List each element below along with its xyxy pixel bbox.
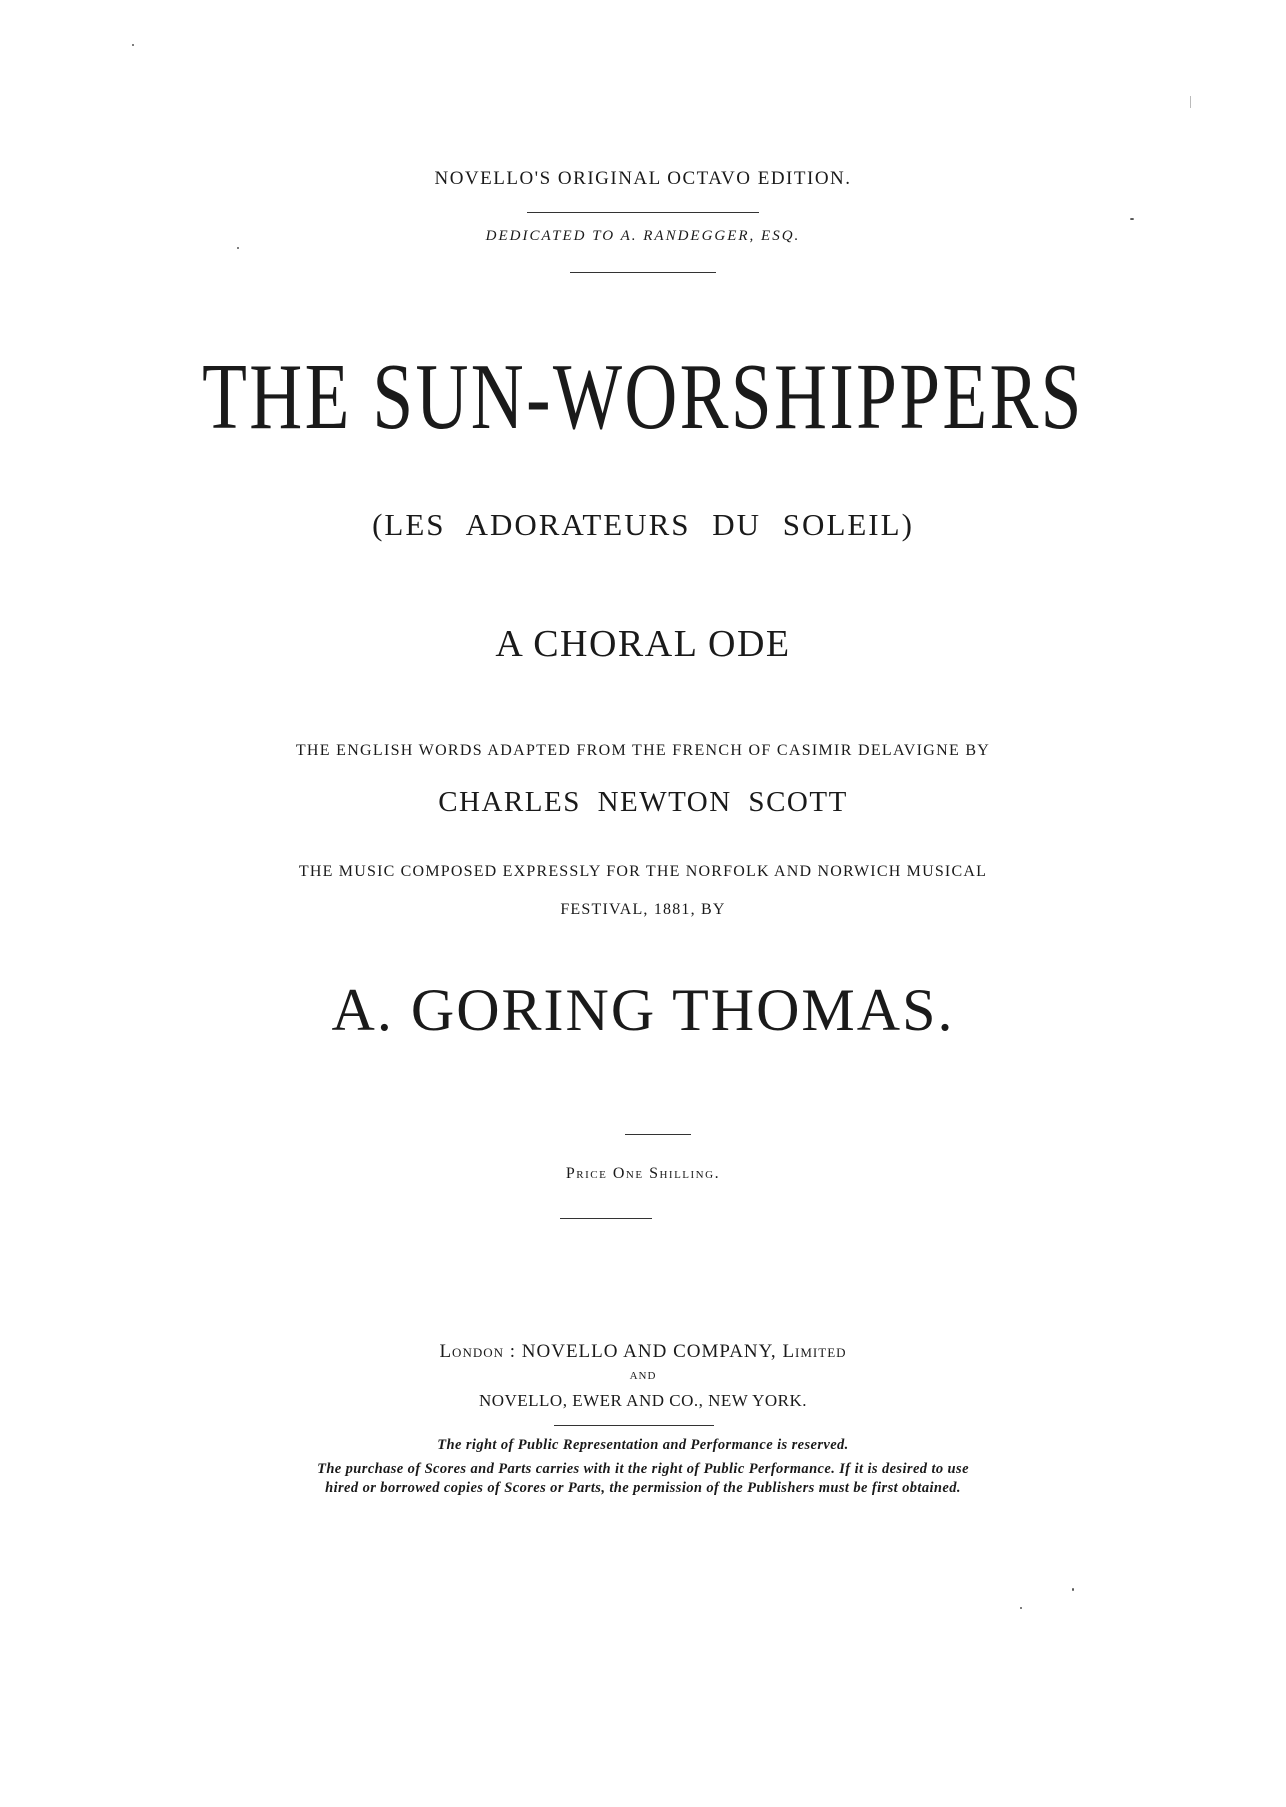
publisher-rule [554,1425,714,1426]
publisher-limited: Limited [782,1341,847,1362]
work-genre: A CHORAL ODE [495,623,791,665]
scan-speck [132,44,134,46]
dedication-rule [570,272,716,273]
price-rule-bottom [560,1218,652,1219]
publisher-city: London [439,1341,504,1362]
music-credit-line-2: FESTIVAL, 1881, BY [560,901,726,918]
publisher-line [0,1341,1286,1363]
scan-speck [1130,218,1134,220]
scan-speck [1020,1607,1022,1609]
scan-speck [1072,1588,1074,1591]
composer-name: A. GORING THOMAS. [331,977,955,1043]
rights-notice-line-2: The purchase of Scores and Parts carries with it the right of Public Performance. If it is desired to use [317,1461,969,1477]
price-rule-top [625,1134,691,1135]
rights-notice-line-1: The right of Public Representation and Performance is reserved. [437,1437,849,1453]
work-subtitle: (LES ADORATEURS DU SOLEIL) [372,507,914,542]
publisher-separator: : [504,1341,522,1362]
edition-rule [527,212,759,213]
publisher-and: AND [629,1370,657,1382]
scan-speck [237,247,239,249]
dedication-line: DEDICATED TO A. RANDEGGER, ESQ. [485,228,801,244]
scan-speck [1190,96,1191,108]
price-line: Price One Shilling. [565,1165,721,1182]
publisher-company: NOVELLO AND COMPANY, [521,1341,783,1362]
words-credit: THE ENGLISH WORDS ADAPTED FROM THE FRENCH OF CASIMIR DELAVIGNE BY [295,742,991,759]
music-credit-line-1: THE MUSIC COMPOSED EXPRESSLY FOR THE NORFOLK AND NORWICH MUSICAL [298,863,988,880]
publisher-second: NOVELLO, EWER AND CO., NEW YORK. [478,1391,808,1410]
work-title: THE SUN-WORSHIPPERS [202,345,1084,449]
edition-line: NOVELLO'S ORIGINAL OCTAVO EDITION. [434,168,852,189]
author-name: CHARLES NEWTON SCOTT [438,786,848,818]
rights-notice-line-3: hired or borrowed copies of Scores or Parts, the permission of the Publishers must be first obtained. [325,1480,961,1496]
